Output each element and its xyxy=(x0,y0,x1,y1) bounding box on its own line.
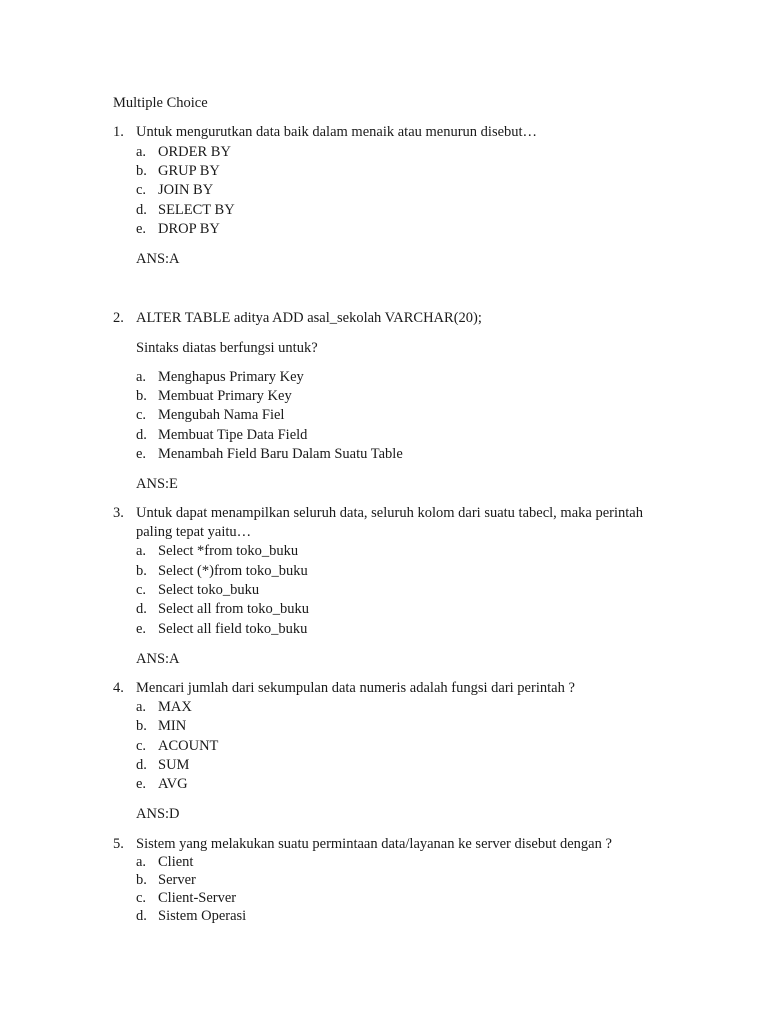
q4-option-d-text: SUM xyxy=(158,757,190,773)
q1-option-b-label: b. xyxy=(136,163,147,179)
q1-answer: ANS:A xyxy=(136,251,180,267)
q1-option-b-text: GRUP BY xyxy=(158,163,220,179)
q4-option-c-text: ACOUNT xyxy=(158,738,219,754)
question-3-number: 3. xyxy=(113,505,124,521)
question-4-text: Mencari jumlah dari sekumpulan data numeris adalah fungsi dari perintah ? xyxy=(136,680,575,696)
question-3-text-line-2: paling tepat yaitu… xyxy=(136,524,252,540)
question-1-text: Untuk mengurutkan data baik dalam menaik atau menurun disebut… xyxy=(136,124,538,140)
question-1-number: 1. xyxy=(113,124,124,140)
q1-option-d-label: d. xyxy=(136,202,147,218)
q5-option-b-label: b. xyxy=(136,872,147,888)
q2-option-b-text: Membuat Primary Key xyxy=(158,388,292,404)
q2-option-c-label: c. xyxy=(136,407,147,423)
question-5-number: 5. xyxy=(113,836,124,852)
q4-answer: ANS:D xyxy=(136,806,180,822)
q4-option-d-label: d. xyxy=(136,757,147,773)
q2-option-d-label: d. xyxy=(136,427,147,443)
q1-option-c-label: c. xyxy=(136,182,147,198)
q1-option-a-label: a. xyxy=(136,144,147,160)
q3-option-e-label: e. xyxy=(136,621,147,637)
q5-option-c-text: Client-Server xyxy=(158,890,237,906)
question-4-number: 4. xyxy=(113,680,124,696)
q2-option-c-text: Mengubah Nama Fiel xyxy=(158,407,285,423)
q3-option-b-label: b. xyxy=(136,563,147,579)
question-3-text-line-1: Untuk dapat menampilkan seluruh data, seluruh kolom dari suatu tabecl, maka perintah xyxy=(136,505,643,521)
q4-option-e-text: AVG xyxy=(158,776,188,792)
q1-option-e-text: DROP BY xyxy=(158,221,220,237)
q4-option-a-label: a. xyxy=(136,699,147,715)
document-title: Multiple Choice xyxy=(113,95,208,111)
question-2-text: ALTER TABLE aditya ADD asal_sekolah VARCHAR(20); xyxy=(136,310,482,326)
q2-option-a-text: Menghapus Primary Key xyxy=(158,369,304,385)
q1-option-c-text: JOIN BY xyxy=(158,182,214,198)
q1-option-a-text: ORDER BY xyxy=(158,144,231,160)
q1-option-e-label: e. xyxy=(136,221,147,237)
q3-answer: ANS:A xyxy=(136,651,180,667)
question-5-text: Sistem yang melakukan suatu permintaan data/layanan ke server disebut dengan ? xyxy=(136,836,612,852)
q3-option-e-text: Select all field toko_buku xyxy=(158,621,308,637)
q2-option-b-label: b. xyxy=(136,388,147,404)
q5-option-d-label: d. xyxy=(136,908,147,924)
q1-option-d-text: SELECT BY xyxy=(158,202,235,218)
question-2-subtext: Sintaks diatas berfungsi untuk? xyxy=(136,340,318,356)
q5-option-d-text: Sistem Operasi xyxy=(158,908,247,924)
q5-option-a-label: a. xyxy=(136,854,147,870)
q3-option-c-label: c. xyxy=(136,582,147,598)
q3-option-b-text: Select (*)from toko_buku xyxy=(158,563,308,579)
q3-option-c-text: Select toko_buku xyxy=(158,582,260,598)
q2-option-e-text: Menambah Field Baru Dalam Suatu Table xyxy=(158,446,403,462)
q2-option-a-label: a. xyxy=(136,369,147,385)
q2-option-d-text: Membuat Tipe Data Field xyxy=(158,427,308,443)
q3-option-a-text: Select *from toko_buku xyxy=(158,543,299,559)
q4-option-c-label: c. xyxy=(136,738,147,754)
q3-option-d-label: d. xyxy=(136,601,147,617)
question-2-number: 2. xyxy=(113,310,124,326)
q3-option-a-label: a. xyxy=(136,543,147,559)
q4-option-a-text: MAX xyxy=(158,699,192,715)
q2-answer: ANS:E xyxy=(136,476,178,492)
q2-option-e-label: e. xyxy=(136,446,147,462)
q3-option-d-text: Select all from toko_buku xyxy=(158,601,310,617)
q5-option-b-text: Server xyxy=(158,872,196,888)
q5-option-c-label: c. xyxy=(136,890,147,906)
q4-option-e-label: e. xyxy=(136,776,147,792)
q4-option-b-label: b. xyxy=(136,718,147,734)
q5-option-a-text: Client xyxy=(158,854,194,870)
q4-option-b-text: MIN xyxy=(158,718,187,734)
